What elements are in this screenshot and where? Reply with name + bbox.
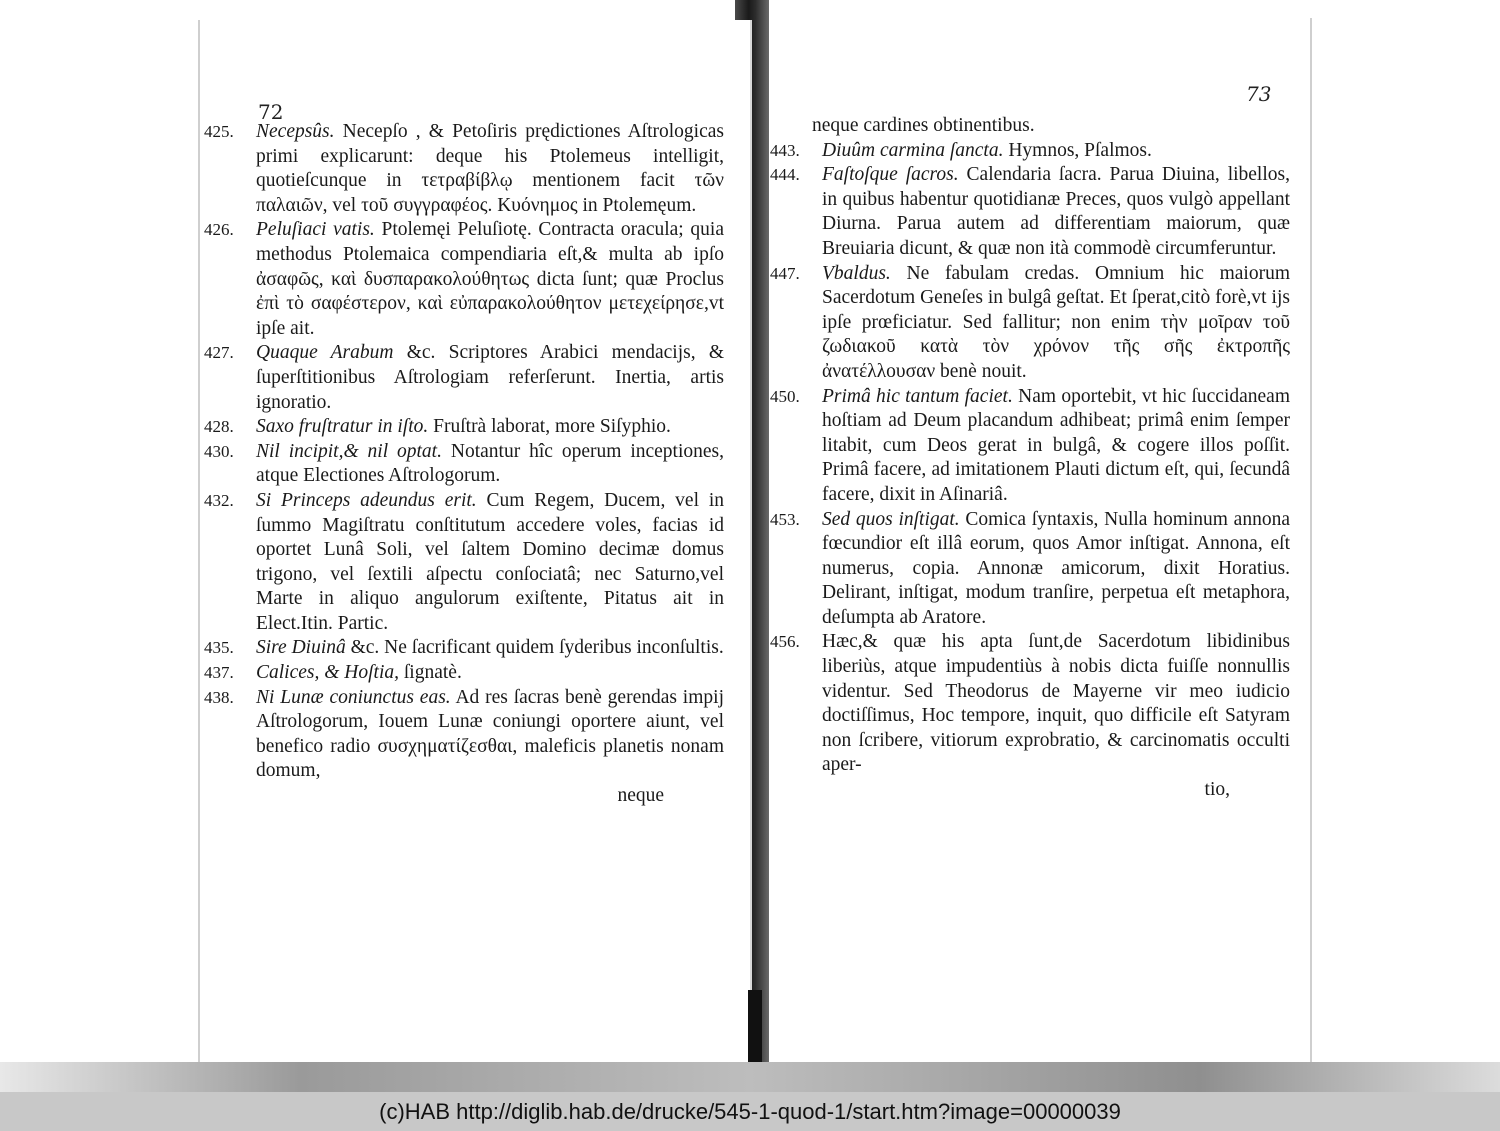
note-number: 435. bbox=[204, 638, 234, 658]
left-page-number: 72 bbox=[258, 100, 284, 124]
left-page bbox=[198, 20, 752, 1065]
note-450 bbox=[770, 385, 1290, 508]
note-text: Ptolemęi Peluſiotę. Contracta oracula; quia methodus Ptolemaica compendiaria eſt,& multa ab ipſo ἀσαφῶς, καὶ δυσπαρακολούθητως dicta ſunt; quæ Proclus ἐπὶ τὸ σαφέστερον, καὶ εὐπαρακολούθητον μετεχείρησε,vt ipſe ait. bbox=[256, 219, 724, 339]
note-lemma: Calices, & Hoſtia, bbox=[256, 662, 399, 684]
note-438 bbox=[204, 686, 724, 784]
note-text: Hæc,& quæ his apta ſunt,de Sacerdotum libidinibus liberiùs, atque impudentiùs à nobis dicta fuiſſe nonnullis videntur. Sed Theodorus de Mayerne vir meo iudicio doctiſſimus, Hoc tempore, inquit, quo difficile eſt Satyram non ſcribere, vitiorum exprobratio, & carcinomatis occulti aper- bbox=[822, 631, 1290, 776]
continuation-line: neque cardines obtinentibus. bbox=[812, 115, 1035, 136]
catchword: neque bbox=[617, 785, 664, 807]
note-lemma: Saxo fruſtratur in iſto. bbox=[256, 416, 429, 438]
note-text: Ad res ſacras benè gerendas impij Aſtrologorum, Iouem Lunæ coniungi oportere aiunt, vel benefico radio συσχηματίζεσθαι, maleficis planetis nonam domum, bbox=[256, 686, 724, 782]
note-number: 456. bbox=[770, 632, 800, 652]
note-text: Fruſtrà laborat, more Siſyphio. bbox=[428, 416, 671, 438]
note-number: 443. bbox=[770, 140, 800, 160]
note-lemma: Sire Diuinâ bbox=[256, 637, 346, 659]
note-number: 437. bbox=[204, 663, 234, 683]
note-number: 453. bbox=[770, 509, 800, 529]
note-number: 425. bbox=[204, 122, 234, 141]
note-lemma: Peluſiaci vatis. bbox=[256, 219, 375, 241]
scan-edge-shadow bbox=[0, 1062, 1500, 1092]
note-456 bbox=[770, 630, 1290, 778]
note-443 bbox=[770, 139, 1290, 164]
spine-bottom bbox=[748, 990, 762, 1070]
note-lemma: Ni Lunæ coniunctus eas. bbox=[256, 686, 451, 708]
note-number: 427. bbox=[204, 343, 234, 363]
note-lemma: Sed quos inſtigat. bbox=[822, 508, 960, 530]
note-lemma: Quaque Arabum bbox=[256, 342, 394, 364]
note-text: Cum Regem, Ducem, vel in ſummo Magiſtratu conſtitutum accedere voles, facias id oportet Lunâ Soli, vel ſaltem Domino decimæ domus trigono, vel ſextili aſpectu conſociatâ; nec Saturno,vel Marte in aliquo angulorum exiſtente, Pitatus ait in Elect.Itin. Partic. bbox=[256, 489, 724, 634]
note-lemma: Faſtoſque ſacros. bbox=[822, 164, 959, 186]
note-430 bbox=[204, 440, 724, 489]
note-lemma: Necepsûs. bbox=[256, 121, 335, 142]
right-page bbox=[770, 18, 1312, 1063]
note-number: 447. bbox=[770, 263, 800, 283]
note-text: Necepſo , & Petoſiris prędictiones Aſtrologicas primi explicarunt: deque his Ptolemeus intelligit, quotieſcunque in τετραβίβλῳ mentionem facit τῶν παλαιῶν, vel τοῦ συγγραφέος. Κυόνημος in Ptolemęum. bbox=[256, 121, 724, 216]
note-lemma: Diuûm carmina ſancta. bbox=[822, 139, 1004, 161]
note-text: Calendaria ſacra. Parua Diuina, libellos, in quibus habentur quotidianæ Preces, quos vulgò appellant Diurna. Parua autem ad differentiam maiorum, quæ Breuiaria dicunt, & quæ non ità commodè circumferuntur. bbox=[822, 164, 1290, 259]
note-number: 444. bbox=[770, 165, 800, 185]
note-435 bbox=[204, 636, 724, 661]
note-437 bbox=[204, 661, 724, 686]
note-number: 432. bbox=[204, 490, 234, 510]
note-lemma: Vbaldus. bbox=[822, 262, 891, 284]
copyright-footer: (c)HAB http://diglib.hab.de/drucke/545-1-quod-1/start.htm?image=00000039 bbox=[0, 1092, 1500, 1131]
note-lemma: Nil incipit,& nil optat. bbox=[256, 440, 442, 462]
note-text: Notantur hîc operum inceptiones, atque Electiones Aſtrologorum. bbox=[256, 440, 724, 487]
right-page-number: 73 bbox=[1246, 82, 1272, 106]
note-number: 438. bbox=[204, 687, 234, 707]
note-425 bbox=[204, 120, 724, 218]
note-444 bbox=[770, 163, 1290, 261]
note-text: Comica ſyntaxis, Nulla hominum annona fœcundior eſt illâ eorum, quos Amor inſtigat. Annona, eſt numerus, copia. Annonæ amicorum, dixit Horatius. Delirant, inſtigat, modum tranſire, perpetua eſt metaphora, deſumpta ab Aratore. bbox=[822, 508, 1290, 628]
left-text-block bbox=[204, 120, 724, 809]
note-number: 430. bbox=[204, 441, 234, 461]
note-432 bbox=[204, 489, 724, 637]
note-447 bbox=[770, 262, 1290, 385]
note-number: 426. bbox=[204, 220, 234, 240]
note-lemma: Si Princeps adeundus erit. bbox=[256, 489, 477, 511]
note-lemma: Primâ hic tantum faciet. bbox=[822, 385, 1013, 407]
note-text: ſignatè. bbox=[399, 662, 462, 684]
note-453 bbox=[770, 508, 1290, 631]
note-426 bbox=[204, 218, 724, 341]
note-number: 450. bbox=[770, 386, 800, 406]
note-427 bbox=[204, 341, 724, 415]
note-text: Hymnos, Pſalmos. bbox=[1003, 139, 1152, 161]
catchword: tio, bbox=[1204, 779, 1230, 801]
note-text: &c. Ne ſacrificant quidem ſyderibus inconſultis. bbox=[345, 637, 724, 659]
note-text: Ne fabulam credas. Omnium hic maiorum Sacerdotum Geneſes in bulgâ geſtat. Et ſperat,citò forè,vt ijs ipſe prœficiatur. Sed fallitur; non enim τὴν μοῖραν τοῦ ζωδιακοῦ κατὰ τὸν χρόνον τῆς σῆς ἐκτροπῆς ἀνατέλλουσαν benè nouit. bbox=[822, 262, 1290, 382]
note-number: 428. bbox=[204, 417, 234, 437]
right-text-block bbox=[770, 114, 1290, 803]
note-text: &c. Scriptores Arabici mendacijs, & ſuperſtitionibus Aſtrologiam referſerunt. Inertia, artis ignoratio. bbox=[256, 342, 725, 413]
note-428 bbox=[204, 415, 724, 440]
note-text: Nam oportebit, vt hic ſuccidaneam hoſtiam ad Deum placandum adhibeat; primâ enim ſemper litabit, cum Deos gerat in bulgâ, & cogere illos poſſit. Primâ facere, ad imitationem Plauti dictum eſt, qui, ſecundâ facere, dixit in Aſinariâ. bbox=[822, 385, 1291, 505]
